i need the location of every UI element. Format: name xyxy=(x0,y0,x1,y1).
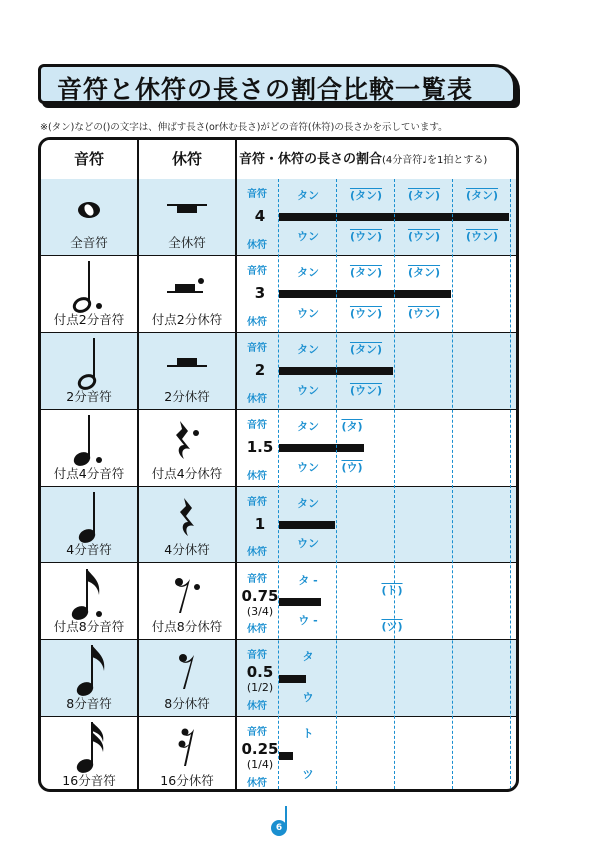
header-ratio: 音符・休符の長さの割合(4分音符♩を1拍とする) xyxy=(239,152,488,167)
beat-guide xyxy=(336,179,337,789)
footnote: ※(タン)などの()の文字は、伸ばす長さ(or休む長さ)がどの音符(休符)の長さかを示しています。 xyxy=(40,122,448,133)
eighth-rest-icon xyxy=(174,649,200,693)
whole-note-icon xyxy=(74,198,104,222)
note-syllable: タン xyxy=(297,496,319,510)
rest-syllable: ウン xyxy=(297,383,319,397)
note-name: 全音符 xyxy=(70,234,108,250)
whole-rest-icon xyxy=(165,202,209,218)
note-name: 付点8分音符 xyxy=(53,619,125,635)
rest-name: 付点2分休符 xyxy=(151,311,223,327)
page-number: 6 xyxy=(271,820,287,836)
note-label: 音符 xyxy=(247,419,267,431)
note-label: 音符 xyxy=(247,573,267,585)
comparison-table xyxy=(38,137,519,792)
note-name: 4分音符 xyxy=(66,542,112,558)
ratio-value: 0.5 xyxy=(246,663,274,682)
rest-label: 休符 xyxy=(247,624,267,636)
ratio-value: 0.25 xyxy=(241,740,279,759)
note-syllable: (ト) xyxy=(381,583,403,597)
beat-guide xyxy=(510,179,511,789)
note-symbol xyxy=(41,493,137,543)
note-label: 音符 xyxy=(247,342,267,354)
note-syllable: (タン) xyxy=(407,189,441,202)
note-name: 16分音符 xyxy=(62,773,116,789)
dotted-eighth-note-icon xyxy=(69,567,109,623)
note-syllable: タ - xyxy=(298,573,318,587)
note-syllable: (タン) xyxy=(407,265,441,279)
rest-syllable: (ウン) xyxy=(465,229,499,243)
note-label: 音符 xyxy=(247,189,267,200)
ratio-fraction: (3/4) xyxy=(246,604,274,618)
rest-syllable: ウン xyxy=(297,229,319,243)
ratio-value: 1 xyxy=(254,514,266,533)
rest-syllable: (ウン) xyxy=(349,383,383,397)
note-symbol xyxy=(41,723,137,773)
rest-name: 2分休符 xyxy=(164,388,210,404)
note-syllable: (タン) xyxy=(465,189,499,202)
rest-syllable: (ウン) xyxy=(407,229,441,243)
rest-name: 4分休符 xyxy=(164,542,210,558)
note-syllable: (タ) xyxy=(341,419,363,433)
rest-name: 16分休符 xyxy=(160,773,214,789)
note-label: 音符 xyxy=(247,265,267,277)
column-divider xyxy=(137,140,139,789)
rest-symbol xyxy=(139,262,235,312)
note-symbol xyxy=(41,262,137,312)
note-syllable: タン xyxy=(297,419,319,433)
page-title: 音符と休符の長さの割合比較一覧表 xyxy=(57,75,474,104)
dotted-quarter-rest-icon xyxy=(172,419,202,463)
rest-label: 休符 xyxy=(247,778,267,790)
note-symbol xyxy=(41,185,137,235)
note-symbol xyxy=(41,339,137,389)
rest-name: 付点4分休符 xyxy=(151,465,223,481)
length-bar xyxy=(279,598,321,606)
note-syllable: (タン) xyxy=(349,342,383,356)
rest-syllable: ウ - xyxy=(298,614,318,628)
note-label: 音符 xyxy=(247,496,267,508)
ratio-fraction: (1/2) xyxy=(246,681,274,695)
note-syllable: タン xyxy=(297,265,319,279)
note-symbol xyxy=(41,646,137,696)
rest-symbol xyxy=(139,723,235,773)
note-symbol xyxy=(41,416,137,466)
length-bar xyxy=(279,752,293,760)
rest-label: 休符 xyxy=(247,470,267,482)
sixteenth-rest-icon xyxy=(174,726,200,770)
ratio-fraction: (1/4) xyxy=(246,758,274,772)
note-label: 音符 xyxy=(247,727,267,739)
beat-guide xyxy=(278,179,279,789)
rest-symbol xyxy=(139,493,235,543)
rest-label: 休符 xyxy=(247,547,267,559)
dotted-quarter-note-icon xyxy=(69,413,109,469)
rest-label: 休符 xyxy=(247,701,267,713)
length-bar xyxy=(279,290,451,298)
note-syllable: タン xyxy=(297,189,319,202)
ratio-value: 2 xyxy=(254,360,266,379)
rest-syllable: (ツ) xyxy=(381,620,403,634)
rest-syllable: ウ xyxy=(302,691,314,705)
rest-syllable: ウン xyxy=(297,460,319,474)
rest-label: 休符 xyxy=(247,316,267,328)
rest-syllable: ツ xyxy=(302,768,314,782)
rest-symbol xyxy=(139,185,235,235)
note-syllable: (タン) xyxy=(349,265,383,279)
rest-syllable: ウン xyxy=(297,537,319,551)
rest-syllable: (ウ) xyxy=(341,460,363,474)
eighth-note-icon xyxy=(74,643,104,699)
rest-label: 休符 xyxy=(247,239,267,251)
note-syllable: ト xyxy=(302,727,314,741)
ratio-value: 4 xyxy=(254,207,266,225)
ratio-value: 1.5 xyxy=(246,437,274,456)
sixteenth-note-icon xyxy=(74,720,104,776)
header-rest: 休符 xyxy=(171,150,202,168)
rest-label: 休符 xyxy=(247,393,267,405)
note-syllable: タ xyxy=(302,650,314,664)
table-header xyxy=(41,140,516,181)
rest-syllable: (ウン) xyxy=(407,306,441,320)
quarter-note-icon xyxy=(74,490,104,546)
half-rest-icon xyxy=(165,356,209,372)
column-divider xyxy=(235,140,237,789)
length-bar xyxy=(279,521,335,529)
rest-name: 8分休符 xyxy=(164,696,210,712)
title-box xyxy=(38,64,516,104)
rest-syllable: (ウン) xyxy=(349,229,383,243)
rest-syllable: ウン xyxy=(297,306,319,320)
length-bar xyxy=(279,444,364,452)
note-label: 音符 xyxy=(247,650,267,662)
note-name: 8分音符 xyxy=(66,696,112,712)
note-name: 付点4分音符 xyxy=(53,465,125,481)
beat-guide xyxy=(394,179,395,789)
rest-syllable: (ウン) xyxy=(349,306,383,320)
rest-symbol xyxy=(139,339,235,389)
dotted-half-rest-icon xyxy=(165,276,209,298)
header-note: 音符 xyxy=(73,150,104,168)
ratio-value: 0.75 xyxy=(241,586,279,605)
dotted-half-note-icon xyxy=(69,259,109,315)
half-note-icon xyxy=(74,336,104,392)
rest-symbol xyxy=(139,416,235,466)
beat-guide xyxy=(452,179,453,789)
length-bar xyxy=(279,675,306,683)
rest-symbol xyxy=(139,570,235,620)
note-name: 付点2分音符 xyxy=(53,311,125,327)
rest-name: 全休符 xyxy=(168,234,206,250)
rest-name: 付点8分休符 xyxy=(151,619,223,635)
note-syllable: タン xyxy=(297,342,319,356)
ratio-value: 3 xyxy=(254,283,266,302)
rest-symbol xyxy=(139,646,235,696)
quarter-rest-icon xyxy=(176,496,198,540)
dotted-eighth-rest-icon xyxy=(170,573,204,617)
note-symbol xyxy=(41,570,137,620)
note-name: 2分音符 xyxy=(66,388,112,404)
note-syllable: (タン) xyxy=(349,189,383,202)
